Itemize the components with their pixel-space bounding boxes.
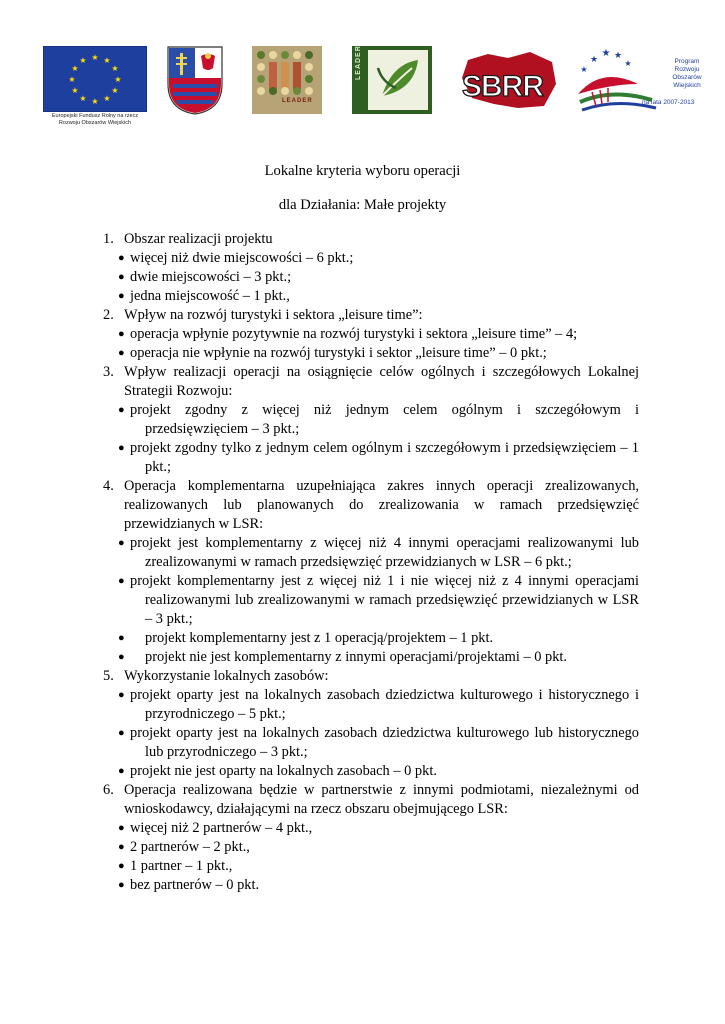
prow-years: na lata 2007-2013	[642, 99, 695, 106]
bullet-icon: ●	[118, 347, 125, 359]
bullet-icon: ●	[118, 727, 125, 739]
bullet-icon: ●	[118, 765, 125, 777]
bullet-icon: ●	[118, 689, 125, 701]
bullet-icon: ●	[118, 290, 125, 302]
list-item: ● projekt nie jest oparty na lokalnych zasobach – 0 pkt.	[118, 763, 437, 779]
list-item: ● projekt komplementarny jest z więcej niż 1 i nie więcej niż z 4 innymi operacjami realizowanymi lub zrealizowanymi w ramach przedsięwzięć przewidzianych w LSR – 3 pkt.;	[118, 573, 639, 627]
svg-text:★: ★	[91, 53, 99, 62]
coat-of-arms-logo	[165, 44, 225, 116]
criterion-heading: 4. Operacja komplementarna uzupełniająca zakres innych operacji zrealizowanych, realizowanych lub planowanych do zrealizowania w ramach przedsięwzięć przewidzianych w LSR:	[103, 478, 639, 532]
criterion-heading: 3. Wpływ realizacji operacji na osiągnięcie celów ogólnych i szczegółowych Lokalnej Strategii Rozwoju:	[103, 364, 639, 399]
list-item: ● projekt zgodny tylko z jednym celem ogólnym i szczegółowym i przedsięwzięciem – 1 pkt.;	[118, 440, 639, 475]
criterion-5	[0, 667, 725, 781]
leader-vertical-text: LEADER	[355, 45, 362, 80]
bullet-icon: ●	[118, 879, 125, 891]
svg-text:★: ★	[71, 64, 79, 73]
document-subtitle: dla Działania: Małe projekty	[278, 197, 447, 213]
list-item: ● bez partnerów – 0 pkt.	[118, 877, 260, 893]
leaf-icon	[352, 46, 432, 114]
svg-text:★: ★	[79, 94, 87, 103]
criterion-1	[0, 230, 725, 306]
bullet-icon: ●	[118, 328, 125, 340]
eu-fund-caption: Europejski Fundusz Rolny na rzecz Rozwoju Obszarów Wiejskich	[51, 113, 139, 126]
prow-program-text: Program Rozwoju Obszarów Wiejskich	[672, 58, 702, 89]
criterion-4	[0, 477, 725, 667]
criterion-3	[0, 363, 725, 477]
svg-text:★: ★	[111, 86, 119, 95]
list-item: ● 1 partner – 1 pkt.,	[118, 858, 233, 874]
list-item: ● jedna miejscowość – 1 pkt.,	[118, 288, 290, 304]
criterion-number: 2.	[103, 307, 114, 323]
criterion-2	[0, 306, 725, 363]
svg-text:★: ★	[103, 56, 111, 65]
document-title: Lokalne kryteria wyboru operacji	[264, 163, 461, 179]
criterion-number: 1.	[103, 231, 114, 247]
bullet-icon: ●	[118, 822, 125, 834]
list-item: ● projekt jest komplementarny z więcej niż 4 innymi operacjami realizowanymi lub zrealizowanymi w ramach przedsięwzięć przewidzianych w LSR – 6 pkt.;	[118, 535, 639, 570]
list-item: ● projekt komplementarny jest z 1 operacją/projektem – 1 pkt.	[118, 630, 494, 646]
list-item: ● projekt oparty jest na lokalnych zasobach dziedzictwa kulturowego i historycznego i przyrodniczego – 5 pkt.;	[118, 687, 639, 722]
eu-stars-icon	[44, 47, 146, 111]
svg-text:★: ★	[71, 86, 79, 95]
list-item: ● 2 partnerów – 2 pkt.,	[118, 839, 250, 855]
criteria-list	[0, 230, 725, 895]
criterion-6	[0, 781, 725, 895]
criterion-heading: 2. Wpływ na rozwój turystyki i sektora „leisure time”:	[103, 307, 423, 323]
criterion-heading: 1. Obszar realizacji projektu	[103, 231, 273, 247]
leader-mosaic-logo	[252, 46, 322, 114]
prow-logo	[572, 44, 702, 116]
logo-bar	[40, 44, 700, 124]
bullet-icon: ●	[118, 632, 125, 644]
bullet-icon: ●	[118, 860, 125, 872]
bullet-icon: ●	[118, 442, 125, 454]
criterion-heading: 6. Operacja realizowana będzie w partnerstwie z innymi podmiotami, niezależnymi od wnioskodawcy, działającymi na rzecz obszaru obejmującego LSR:	[103, 782, 639, 817]
svg-text:★: ★	[601, 48, 611, 59]
criterion-number: 3.	[103, 364, 114, 380]
svg-text:★: ★	[111, 64, 119, 73]
list-item: ● operacja wpłynie pozytywnie na rozwój turystyki i sektora „leisure time” – 4;	[118, 326, 578, 342]
criterion-number: 4.	[103, 478, 114, 494]
svg-text:★: ★	[91, 97, 99, 106]
criterion-number: 6.	[103, 782, 114, 798]
svg-text:★: ★	[613, 50, 623, 60]
svg-text:★: ★	[79, 56, 87, 65]
svg-text:★: ★	[589, 54, 599, 64]
list-item: ● więcej niż dwie miejscowości – 6 pkt.;	[118, 250, 354, 266]
leader-mosaic-text: LEADER	[282, 98, 313, 104]
svg-text:★: ★	[103, 94, 111, 103]
criterion-heading: 5. Wykorzystanie lokalnych zasobów:	[103, 668, 329, 684]
bullet-icon: ●	[118, 404, 125, 416]
svg-text:★: ★	[580, 65, 588, 74]
bullet-icon: ●	[118, 252, 125, 264]
list-item: ● dwie miejscowości – 3 pkt.;	[118, 269, 292, 285]
svg-text:★: ★	[624, 59, 632, 68]
sbrr-logo	[458, 50, 560, 110]
bullet-icon: ●	[118, 575, 125, 587]
list-item: ● projekt oparty jest na lokalnych zasobach dziedzictwa kulturowego lub historycznego lub przyrodniczego – 3 pkt.;	[118, 725, 639, 760]
svg-text:★: ★	[68, 75, 76, 84]
svg-text:★: ★	[114, 75, 122, 84]
sbrr-text: SBRR	[462, 70, 544, 103]
list-item: ● projekt nie jest komplementarny z innymi operacjami/projektami – 0 pkt.	[118, 649, 568, 665]
bullet-icon: ●	[118, 841, 125, 853]
criterion-number: 5.	[103, 668, 114, 684]
leader-program-logo	[352, 46, 432, 114]
list-item: ● operacja nie wpłynie na rozwój turystyki i sektor „leisure time” – 0 pkt.;	[118, 345, 547, 361]
list-item: ● więcej niż 2 partnerów – 4 pkt.,	[118, 820, 313, 836]
eu-flag-logo	[43, 46, 147, 112]
bullet-icon: ●	[118, 651, 125, 663]
list-item: ● projekt zgodny z więcej niż jednym celem ogólnym i szczegółowym i przedsięwzięciem – 3 pkt.;	[118, 402, 639, 437]
bullet-icon: ●	[118, 271, 125, 283]
coat-of-arms-icon	[165, 44, 225, 116]
bullet-icon: ●	[118, 537, 125, 549]
